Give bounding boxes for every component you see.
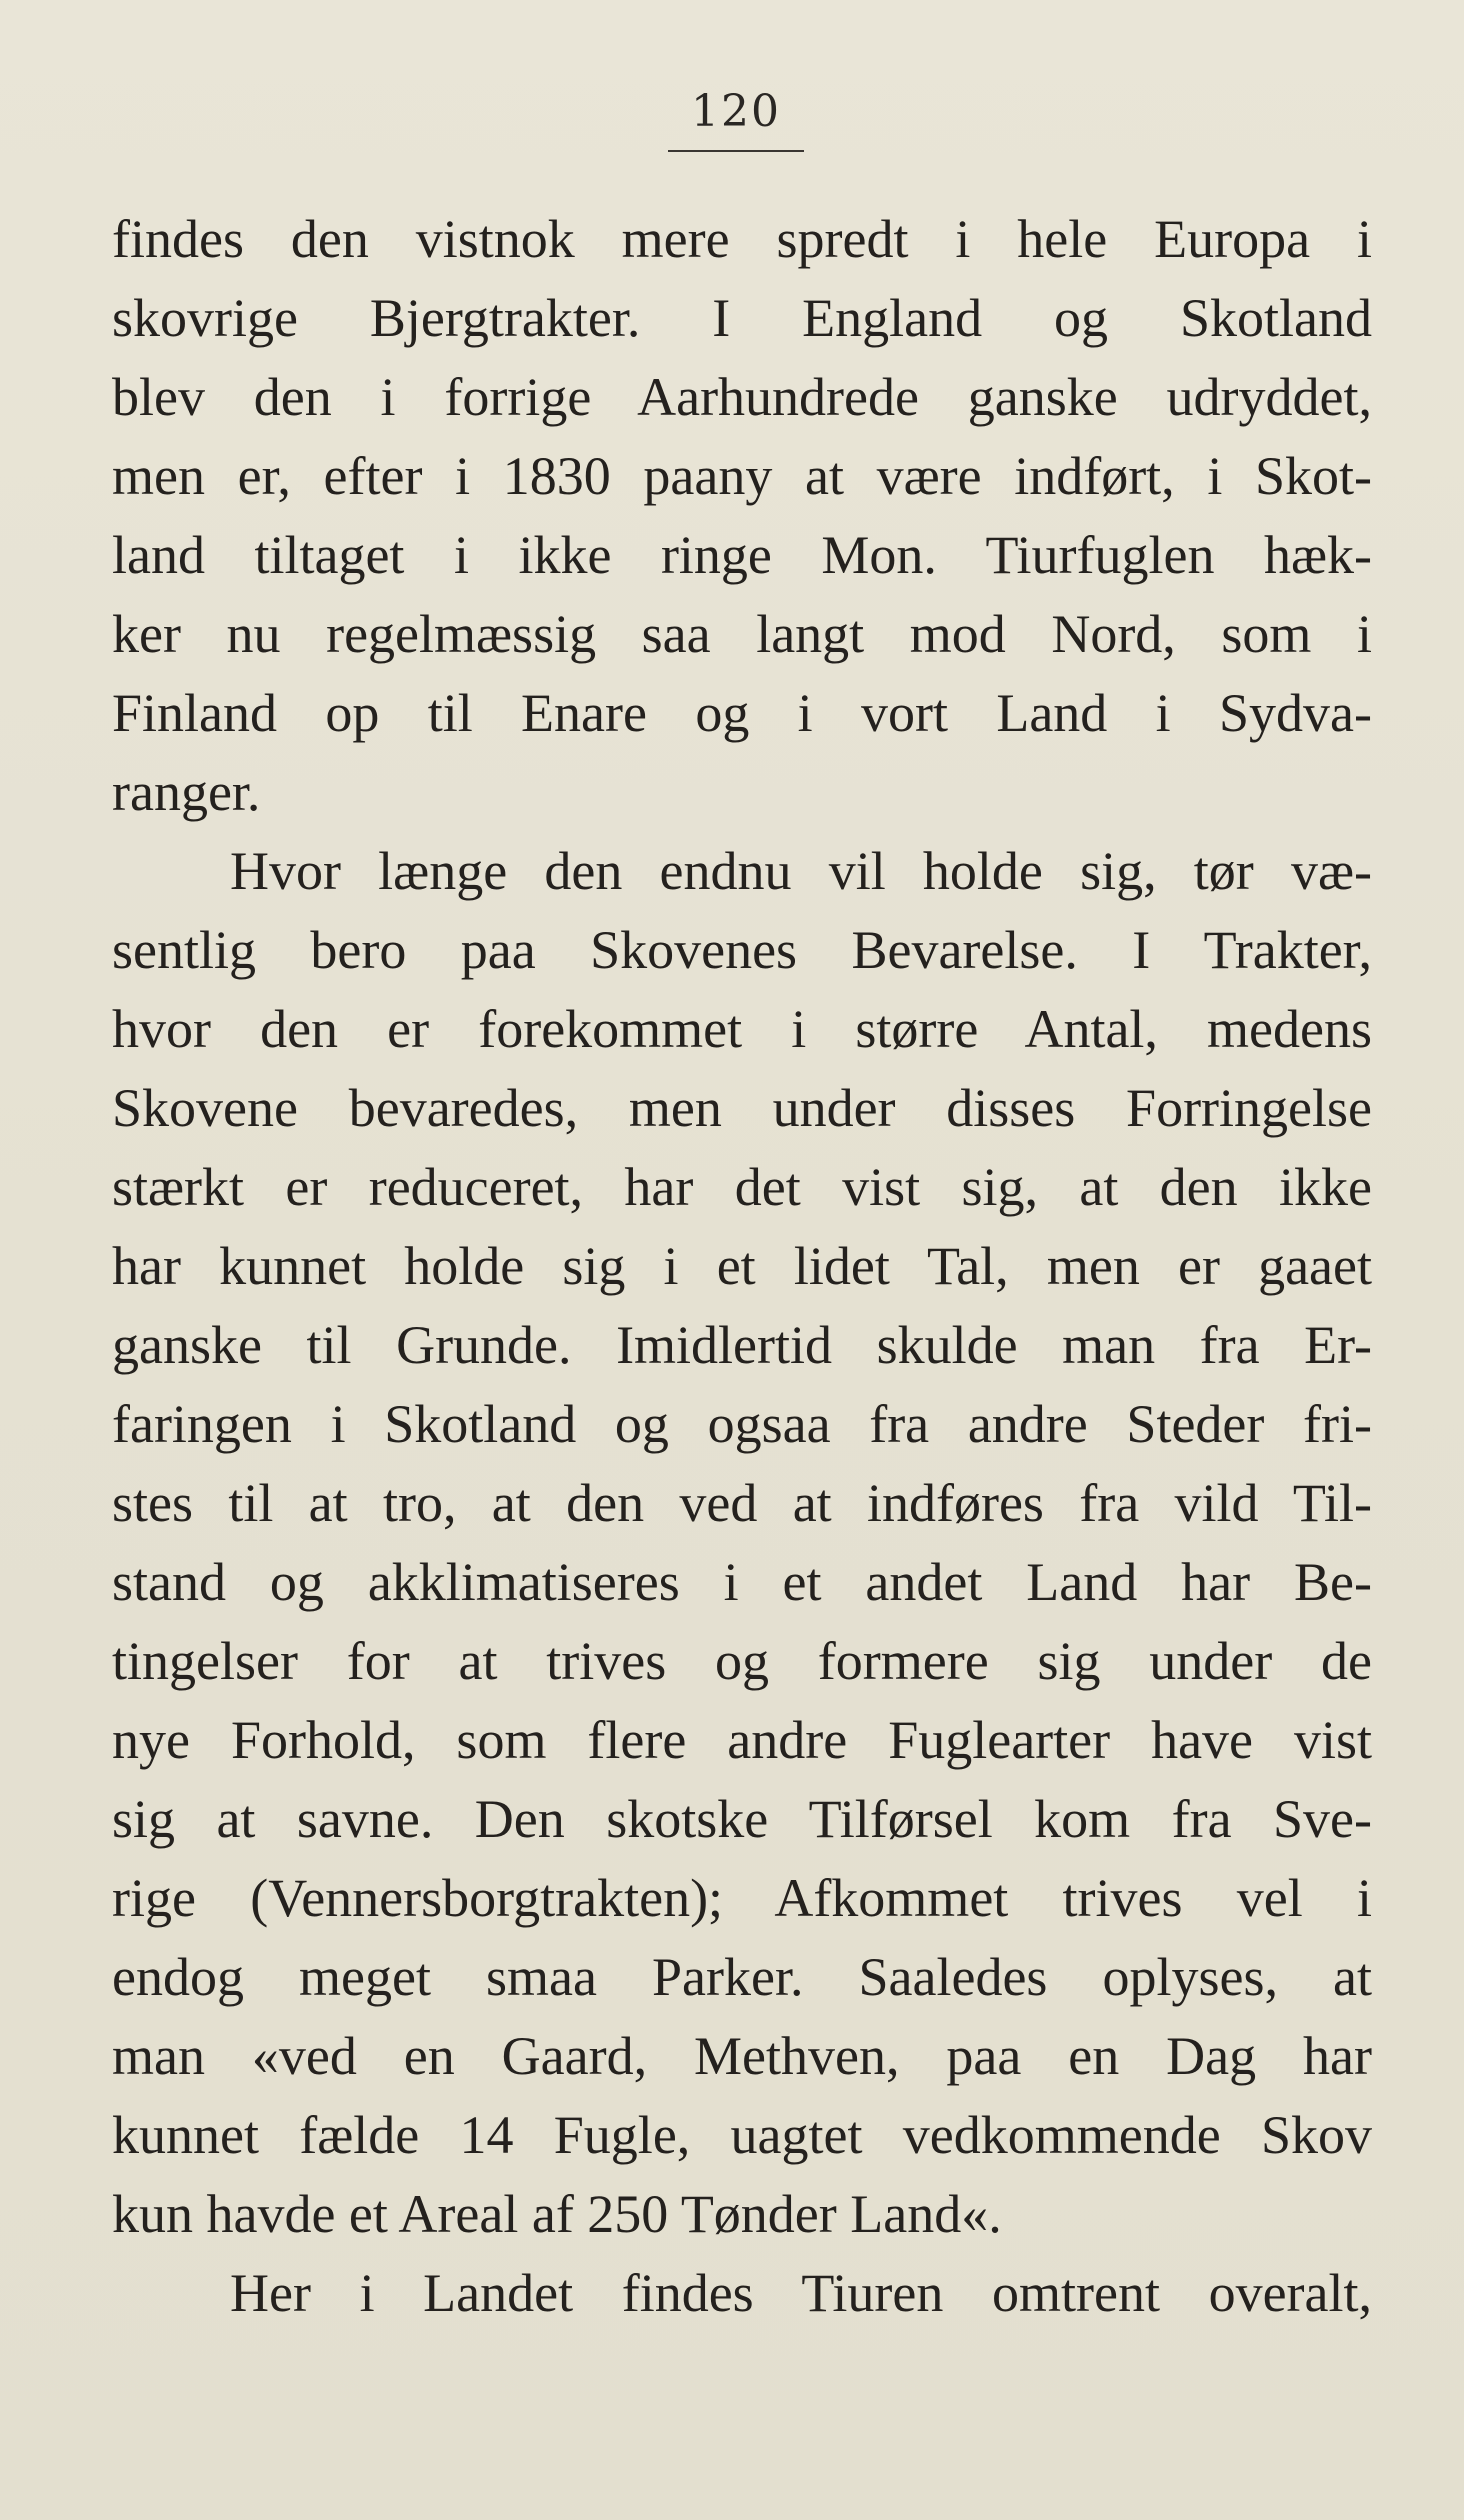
text-line: Finland op til Enare og i vort Land i Sydva- [112, 683, 1372, 743]
text-line: ganske til Grunde. Imidlertid skulde man fra Er- [112, 1315, 1372, 1375]
text-line: sentlig bero paa Skovenes Bevarelse. I Trakter, [112, 920, 1372, 980]
text-line: findes den vistnok mere spredt i hele Europa i [112, 209, 1372, 269]
text-line: kun havde et Areal af 250 Tønder Land«. [112, 2184, 1002, 2244]
text-line: endog meget smaa Parker. Saaledes oplyses, at [112, 1947, 1372, 2007]
text-line: har kunnet holde sig i et lidet Tal, men er gaaet [112, 1236, 1372, 1296]
body-text [112, 200, 1372, 2333]
page-number: 120 [691, 86, 781, 137]
text-line: faringen i Skotland og ogsaa fra andre Steder fri- [112, 1394, 1372, 1454]
text-line: stes til at tro, at den ved at indføres fra vild Til- [112, 1473, 1372, 1533]
text-line: land tiltaget i ikke ringe Mon. Tiurfuglen hæk- [112, 525, 1372, 585]
paragraph-start-line: Her i Landet findes Tiuren omtrent overalt, [230, 2263, 1372, 2323]
text-line: kunnet fælde 14 Fugle, uagtet vedkommende Skov [112, 2105, 1372, 2165]
text-line: Skovene bevaredes, men under disses Forringelse [112, 1078, 1372, 1138]
text-line: ranger. [112, 762, 261, 822]
text-line: hvor den er forekommet i større Antal, medens [112, 999, 1372, 1059]
text-line: rige (Vennersborgtrakten); Afkommet trives vel i [112, 1868, 1372, 1928]
text-line: sig at savne. Den skotske Tilførsel kom fra Sve- [112, 1789, 1372, 1849]
paragraph-start-line: Hvor længe den endnu vil holde sig, tør væ- [230, 841, 1372, 901]
page-number-rule [668, 150, 804, 152]
text-line: nye Forhold, som flere andre Fuglearter have vist [112, 1710, 1372, 1770]
text-line: blev den i forrige Aarhundrede ganske udryddet, [112, 367, 1372, 427]
text-line: tingelser for at trives og formere sig under de [112, 1631, 1372, 1691]
text-line: stand og akklimatiseres i et andet Land har Be- [112, 1552, 1372, 1612]
text-line: skovrige Bjergtrakter. I England og Skotland [112, 288, 1372, 348]
text-line: men er, efter i 1830 paany at være indført, i Skot- [112, 446, 1372, 506]
text-line: ker nu regelmæssig saa langt mod Nord, som i [112, 604, 1372, 664]
text-line: stærkt er reduceret, har det vist sig, at den ikke [112, 1157, 1372, 1217]
text-line: man «ved en Gaard, Methven, paa en Dag har [112, 2026, 1372, 2086]
